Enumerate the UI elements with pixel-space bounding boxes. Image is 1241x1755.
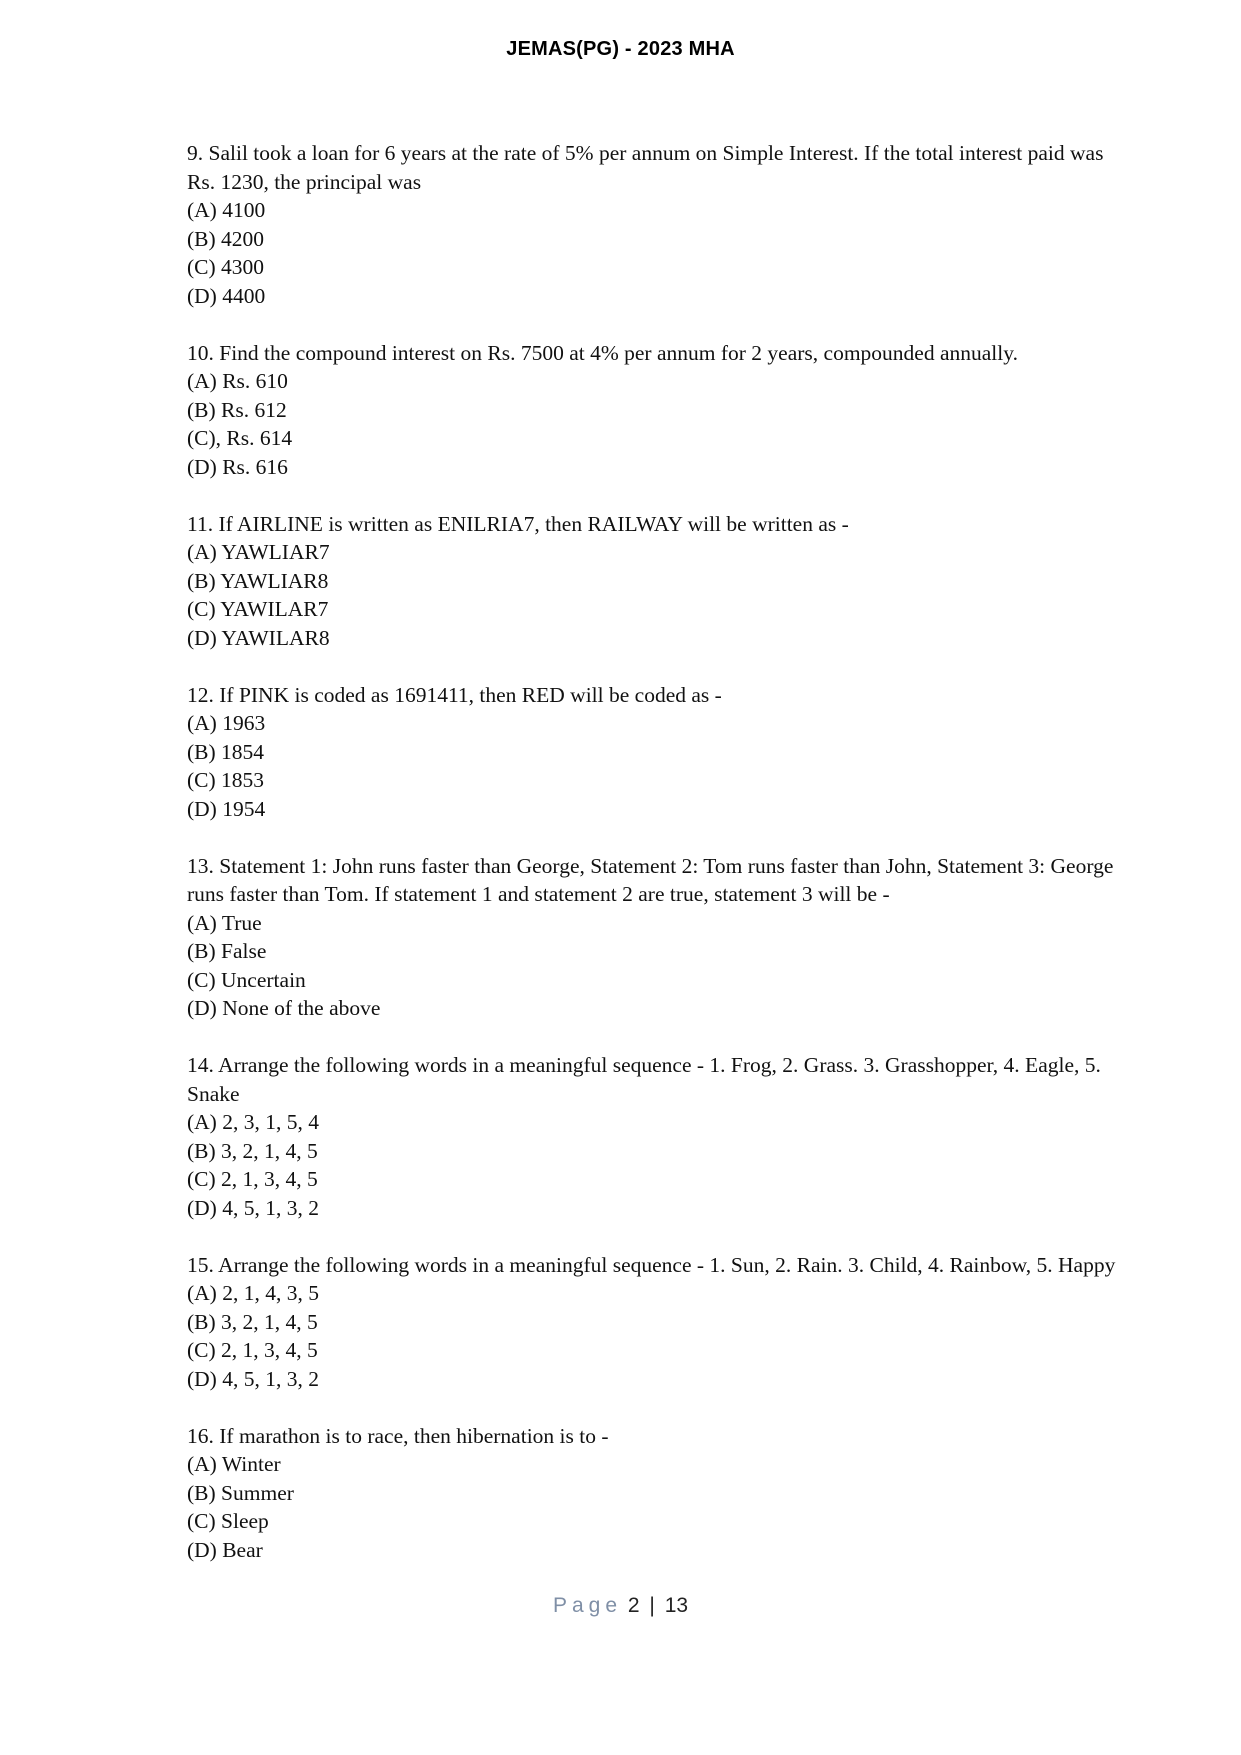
page-footer: [0, 1594, 1241, 1618]
option-b: (B) 4200: [187, 226, 265, 251]
option-c: (C) 2, 1, 3, 4, 5: [187, 1167, 318, 1191]
question-text: 10. Find the compound interest on Rs. 7500 at 4% per annum for 2 years, compounded annually.: [187, 340, 1018, 365]
option-a: (A) YAWLIAR7: [187, 540, 330, 564]
question-13: [187, 852, 1127, 1023]
total-pages-number: 13: [664, 1594, 689, 1617]
question-10: [187, 339, 1127, 482]
question-text: 12. If PINK is coded as 1691411, then RED will be coded as -: [187, 682, 722, 707]
option-a: (A) 4100: [187, 198, 266, 222]
option-b: (B) Rs. 612: [187, 397, 287, 422]
page-header: JEMAS(PG) - 2023 MHA: [506, 38, 735, 60]
option-d: (D) 4, 5, 1, 3, 2: [187, 1366, 319, 1391]
option-b: (B) 3, 2, 1, 4, 5: [187, 1309, 318, 1334]
option-d: (D) 1954: [187, 796, 266, 821]
option-a: (A) Rs. 610: [187, 369, 288, 393]
option-c: (C) 2, 1, 3, 4, 5: [187, 1338, 318, 1362]
question-12: [187, 681, 1127, 824]
option-c: (C) Sleep: [187, 1509, 269, 1533]
option-c: (C) Uncertain: [187, 967, 306, 992]
option-a: (A) Winter: [187, 1452, 281, 1476]
option-list: [187, 1108, 1127, 1222]
option-list: [187, 538, 1127, 652]
option-b: (B) YAWLIAR8: [187, 568, 329, 593]
question-14: [187, 1051, 1127, 1222]
option-c: (C) YAWILAR7: [187, 597, 329, 621]
option-b: (B) False: [187, 939, 267, 963]
option-list: [187, 1279, 1127, 1393]
option-d: (D) Rs. 616: [187, 454, 288, 479]
option-a: (A) 1963: [187, 711, 266, 735]
option-list: [187, 709, 1127, 823]
option-c: (C) 1853: [187, 768, 265, 792]
option-b: (B) 3, 2, 1, 4, 5: [187, 1138, 318, 1163]
question-text: 9. Salil took a loan for 6 years at the rate of 5% per annum on Simple Interest. If the total interest paid was Rs. 1230, the principal was: [187, 141, 1104, 194]
option-a: (A) 2, 1, 4, 3, 5: [187, 1281, 319, 1305]
question-11: [187, 510, 1127, 653]
question-text: 15. Arrange the following words in a meaningful sequence - 1. Sun, 2. Rain. 3. Child, 4. Rainbow, 5. Happy: [187, 1252, 1116, 1277]
option-d: (D) 4400: [187, 283, 266, 308]
page-label: Page: [552, 1594, 622, 1617]
question-text: 14. Arrange the following words in a meaningful sequence - 1. Frog, 2. Grass. 3. Grasshopper, 4. Eagle, 5. Snake: [187, 1053, 1101, 1106]
option-d: (D) Bear: [187, 1537, 263, 1562]
option-list: [187, 909, 1127, 1023]
option-d: (D) 4, 5, 1, 3, 2: [187, 1195, 319, 1220]
option-list: [187, 196, 1127, 310]
question-9: [187, 139, 1127, 310]
page-separator: |: [649, 1594, 655, 1617]
option-c: (C), Rs. 614: [187, 426, 293, 450]
question-15: [187, 1251, 1127, 1394]
option-d: (D) None of the above: [187, 996, 381, 1020]
question-list: [187, 139, 1127, 1593]
question-16: [187, 1422, 1127, 1565]
option-a: (A) 2, 3, 1, 5, 4: [187, 1110, 319, 1134]
option-b: (B) Summer: [187, 1480, 294, 1505]
option-list: [187, 1450, 1127, 1564]
current-page-number: 2: [627, 1594, 640, 1617]
question-text: 16. If marathon is to race, then hibernation is to -: [187, 1423, 609, 1448]
option-a: (A) True: [187, 910, 262, 935]
question-text: 13. Statement 1: John runs faster than George, Statement 2: Tom runs faster than John, Statement 3: George runs faster than Tom. If statement 1 and statement 2 are true, statement 3 will be -: [187, 853, 1114, 906]
option-d: (D) YAWILAR8: [187, 625, 330, 650]
question-text: 11. If AIRLINE is written as ENILRIA7, then RAILWAY will be written as -: [187, 511, 849, 536]
option-b: (B) 1854: [187, 739, 265, 764]
option-list: [187, 367, 1127, 481]
option-c: (C) 4300: [187, 255, 265, 279]
